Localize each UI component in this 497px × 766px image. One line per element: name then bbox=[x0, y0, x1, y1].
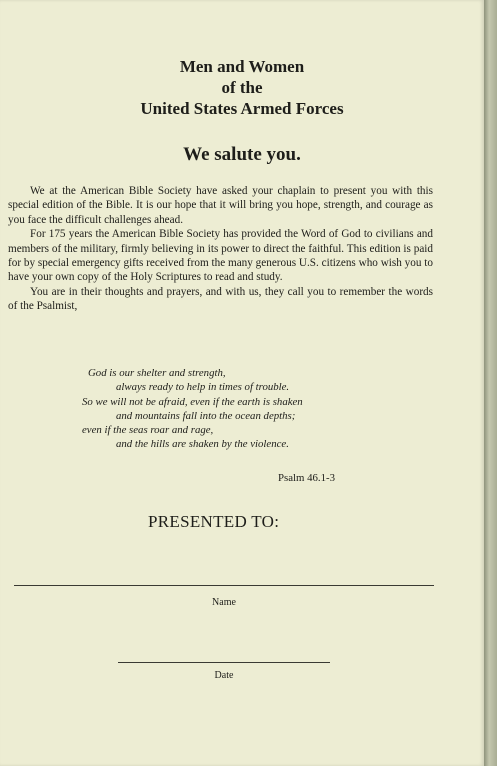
psalm-line: and the hills are shaken by the violence. bbox=[116, 438, 289, 451]
date-label: Date bbox=[214, 670, 234, 681]
psalm-line: even if the seas roar and rage, bbox=[82, 424, 214, 437]
psalm-line: God is our shelter and strength, bbox=[88, 367, 226, 379]
psalm-quote bbox=[82, 366, 388, 452]
header-line-2: of the bbox=[221, 78, 263, 97]
paragraph-2: For 175 years the American Bible Society has provided the Word of God to civilians and members of the military, firmly believing in its power to direct the faithful. This edition is paid for by special emergency gifts received from the many generous U.S. citizens who wish you to have your own copy of the Holy Scriptures to read and study. bbox=[8, 228, 433, 284]
name-label: Name bbox=[212, 597, 236, 608]
header-line-3: United States Armed Forces bbox=[140, 99, 344, 118]
dedication-body bbox=[8, 184, 433, 314]
paragraph-1: We at the American Bible Society have asked your chaplain to present you with this special edition of the Bible. It is our hope that it will bring you hope, strength, and courage as you face the difficult challenges ahead. bbox=[8, 185, 433, 226]
psalm-line: always ready to help in times of trouble. bbox=[116, 381, 290, 394]
page-edge bbox=[484, 0, 497, 766]
page-header bbox=[0, 56, 484, 119]
psalm-line: and mountains fall into the ocean depths; bbox=[116, 409, 296, 422]
name-line[interactable] bbox=[14, 585, 434, 586]
presented-to-heading: PRESENTED TO: bbox=[148, 512, 280, 531]
date-line[interactable] bbox=[118, 662, 330, 663]
psalm-citation: Psalm 46.1-3 bbox=[278, 472, 335, 484]
header-line-1: Men and Women bbox=[179, 57, 305, 76]
psalm-line: So we will not be afraid, even if the earth is shaken bbox=[82, 395, 303, 408]
paragraph-3: You are in their thoughts and prayers, and with us, they call you to remember the words of the Psalmist, bbox=[8, 285, 433, 313]
salute-heading: We salute you. bbox=[183, 144, 301, 165]
